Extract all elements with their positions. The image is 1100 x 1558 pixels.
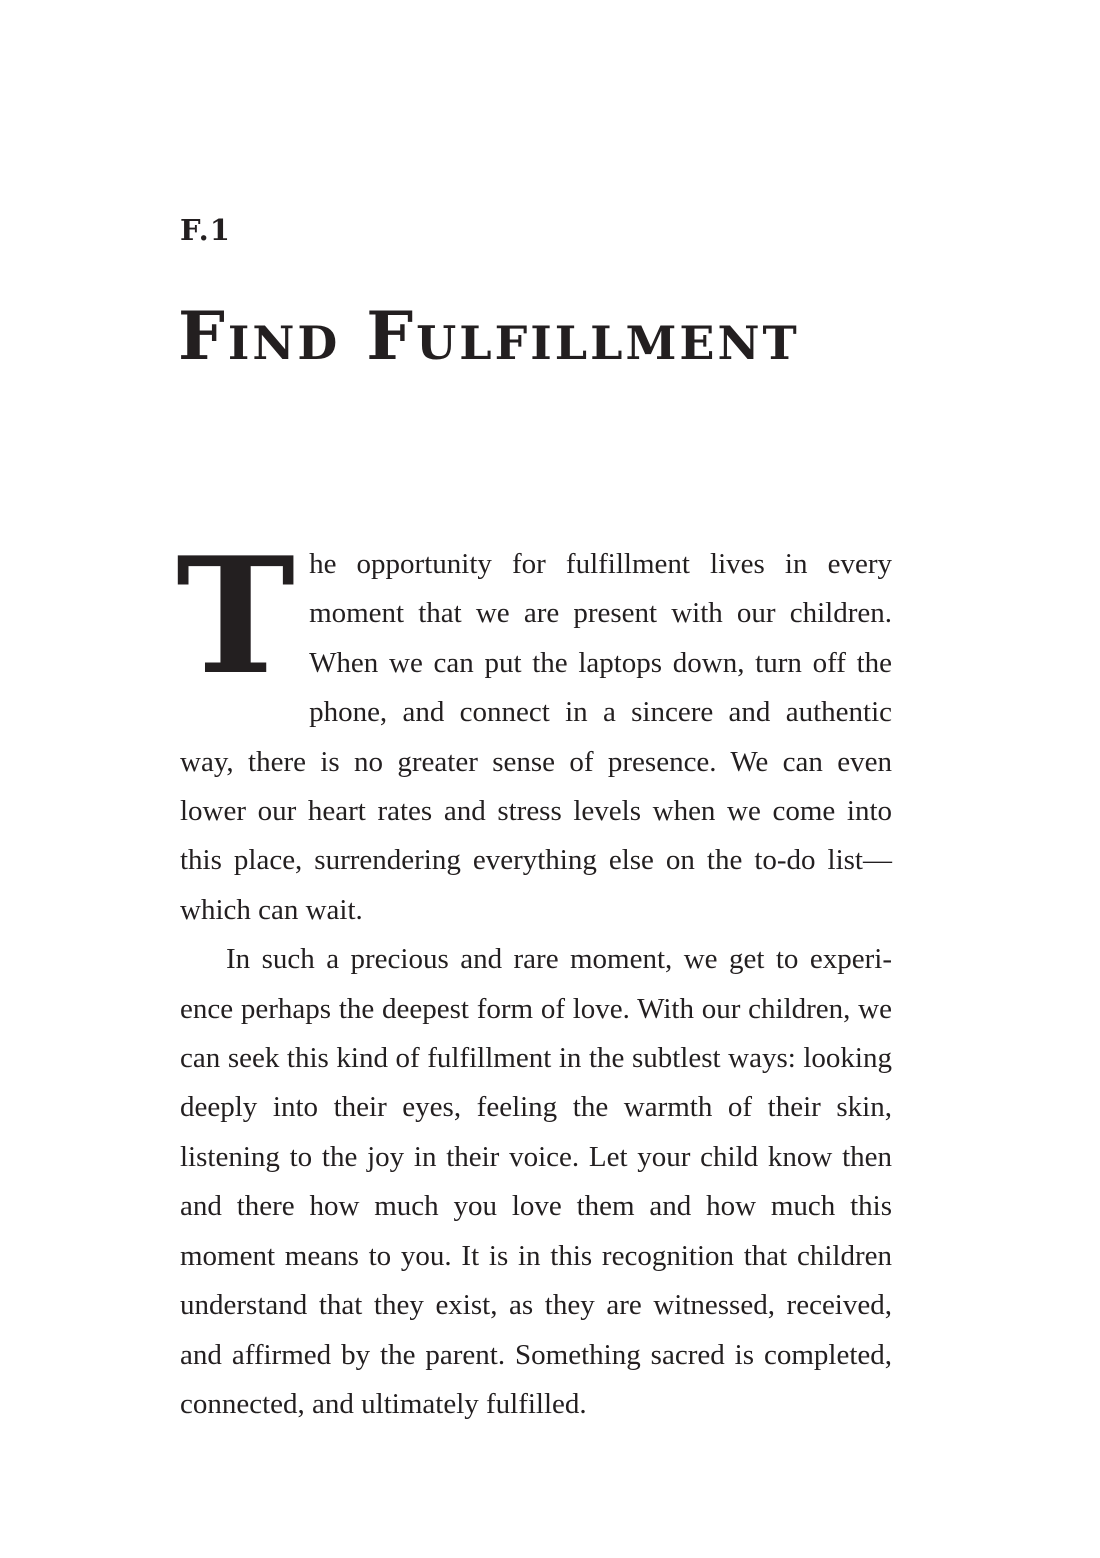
paragraph-1 [176, 522, 892, 935]
paragraph-2: In such a precious and rare moment, we get to experience perhaps the deepest form of love. With our children, we can seek this kind of fulfillment in the subtlest ways: looking deeply into their eyes, feeling the warmth of their skin, listening to the joy in their voice. Let your child know then and there how much you love them and how much this moment means to you. It is in this recognition that children understand that they exist, as they are witnessed, received, and affirmed by the parent. Something sacred is completed, connected, and ultimately fulfilled. [180, 943, 892, 1420]
chapter-title: Find Fulfillment [178, 297, 800, 375]
body-text [176, 522, 892, 1429]
drop-cap: T [176, 522, 296, 710]
paragraph-1-text: he opportunity for fulfillment lives in every moment that we are present with our children. When we can put the laptops down, turn off the phone, and connect in a sincere and authentic way, there is no greater sense of presence. We can even lower our heart rates and stress levels when we come into this place, surrendering everything else on the to-do list—which can wait. [180, 548, 892, 926]
section-number: F.1 [180, 213, 231, 247]
